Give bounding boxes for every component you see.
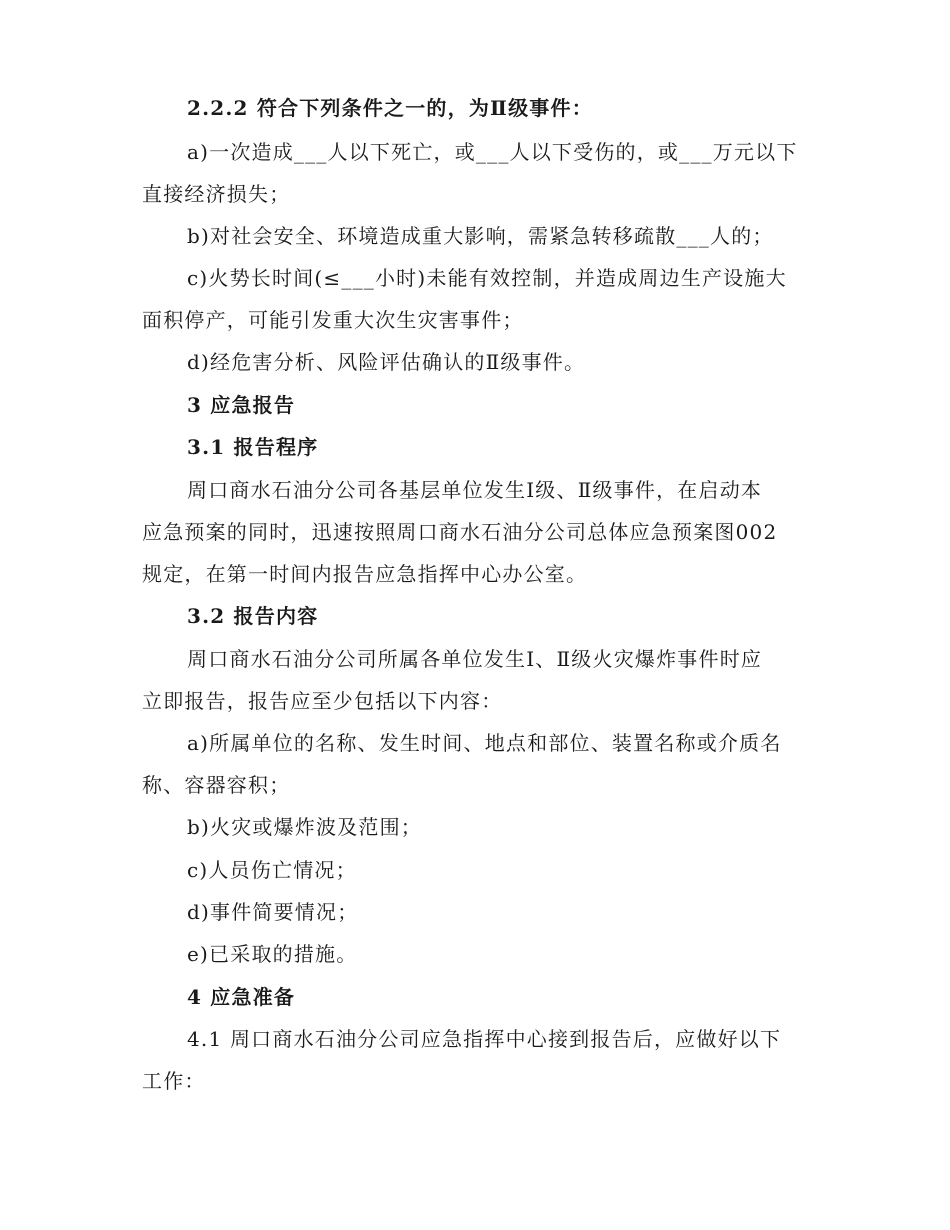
- paragraph-4-1: 4.1 周口商水石油分公司应急指挥中心接到报告后，应做好以下: [187, 1027, 782, 1051]
- list-item-b: b)对社会安全、环境造成重大影响，需紧急转移疏散___人的；: [187, 224, 774, 248]
- section-heading-2-2-2: 2.2.2 符合下列条件之一的，为Ⅱ级事件：: [187, 96, 593, 120]
- report-item-a-continuation: 称、容器容积；: [142, 773, 291, 797]
- report-item-a: a)所属单位的名称、发生时间、地点和部位、装置名称或介质名: [187, 731, 782, 755]
- paragraph-4-1-line-2: 工作：: [142, 1069, 206, 1093]
- paragraph-3-1: 周口商水石油分公司各基层单位发生Ⅰ级、Ⅱ级事件，在启动本: [187, 478, 763, 502]
- paragraph-3-2-line-2: 立即报告，报告应至少包括以下内容：: [142, 689, 503, 713]
- list-item-a-continuation: 直接经济损失；: [142, 182, 291, 206]
- section-heading-3-2: 3.2 报告内容: [187, 604, 319, 628]
- section-heading-4: 4 应急准备: [187, 985, 296, 1009]
- list-item-d: d)经危害分析、风险评估确认的Ⅱ级事件。: [187, 350, 586, 374]
- paragraph-3-1-line-2: 应急预案的同时，迅速按照周口商水石油分公司总体应急预案图002: [142, 520, 778, 544]
- report-item-e: e)已采取的措施。: [187, 942, 358, 966]
- section-heading-3-1: 3.1 报告程序: [187, 435, 319, 459]
- section-heading-3: 3 应急报告: [187, 393, 296, 417]
- paragraph-3-1-line-3: 规定，在第一时间内报告应急指挥中心办公室。: [142, 562, 588, 586]
- report-item-d: d)事件简要情况；: [187, 900, 359, 924]
- report-item-b: b)火灾或爆炸波及范围；: [187, 815, 423, 839]
- paragraph-3-2: 周口商水石油分公司所属各单位发生Ⅰ、Ⅱ级火灾爆炸事件时应: [187, 647, 763, 671]
- list-item-c: c)火势长时间(≤___小时)未能有效控制，并造成周边生产设施大: [187, 266, 787, 290]
- list-item-a: a)一次造成___人以下死亡，或___人以下受伤的，或___万元以下: [187, 140, 798, 164]
- report-item-c: c)人员伤亡情况；: [187, 858, 357, 882]
- list-item-c-continuation: 面积停产，可能引发重大次生灾害事件；: [142, 308, 524, 332]
